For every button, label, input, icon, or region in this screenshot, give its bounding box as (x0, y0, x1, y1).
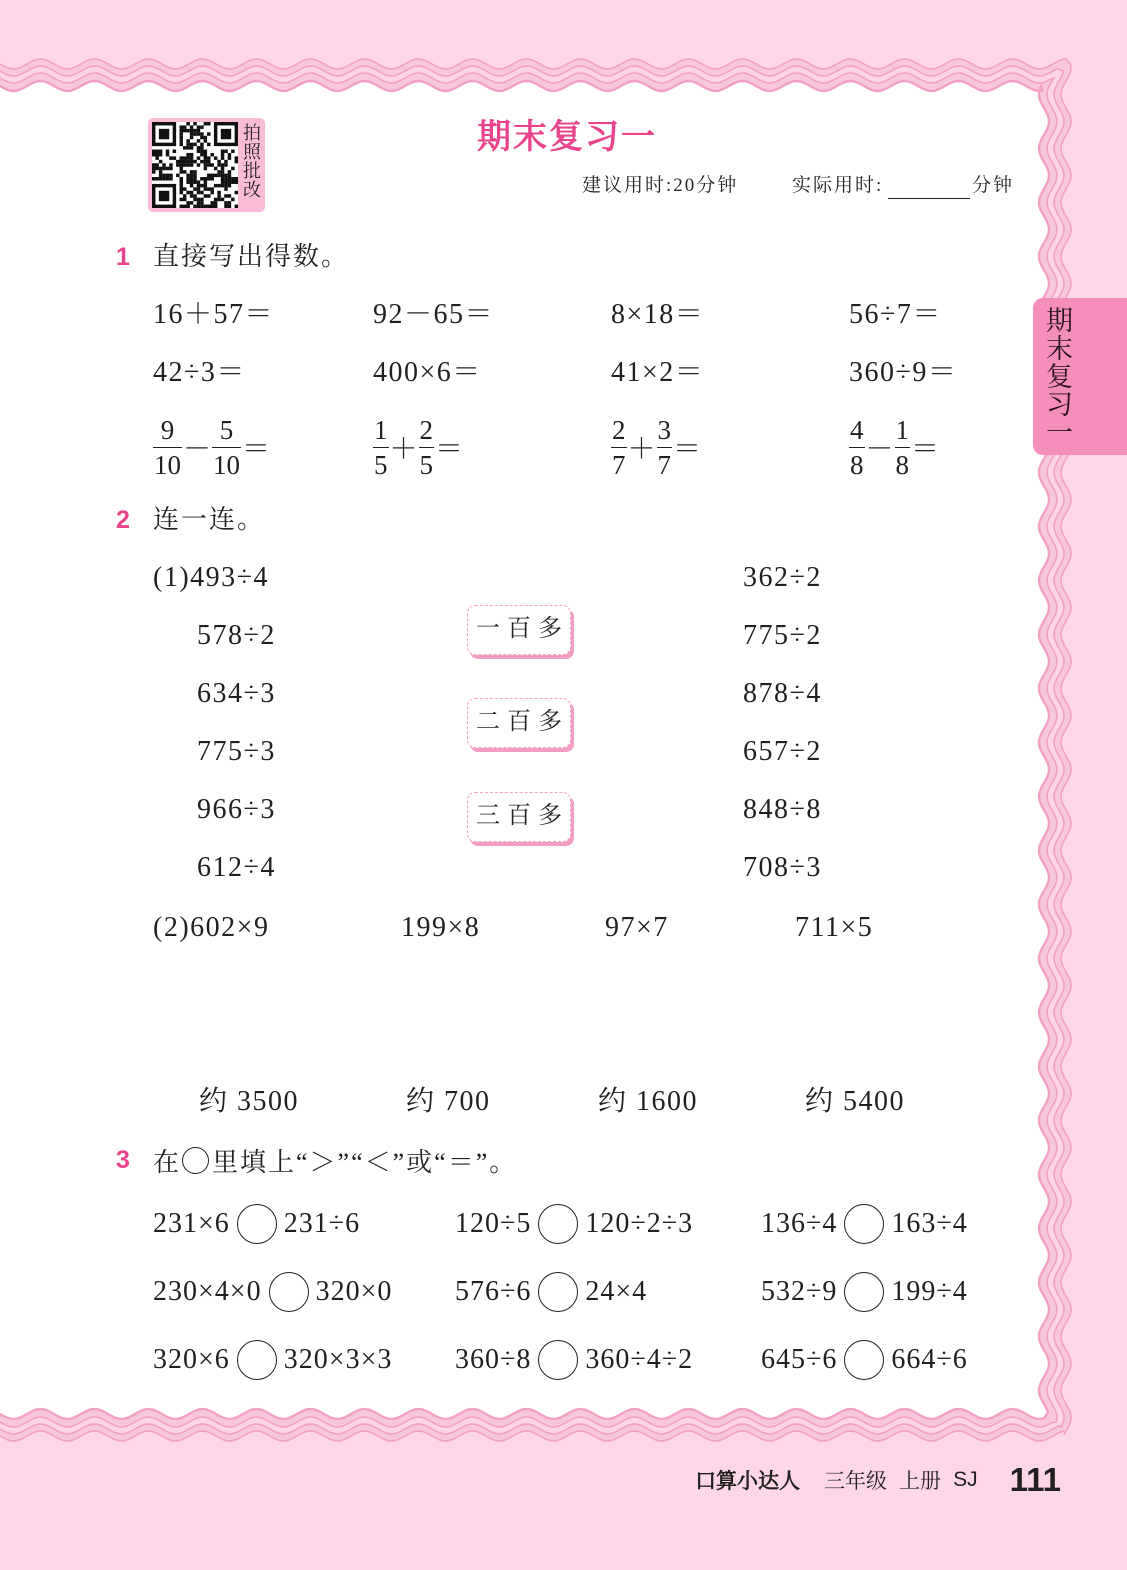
actual-time-blank[interactable] (888, 184, 970, 199)
compare-left: 320×6 (153, 1344, 230, 1375)
qr-caption: 拍照批改 (241, 123, 261, 199)
answer-circle[interactable] (237, 1204, 277, 1244)
compare-left: 136÷4 (761, 1208, 838, 1239)
section-number: 3 (116, 1146, 130, 1174)
compare-left: 576÷6 (455, 1276, 532, 1307)
match-right-expression: 848÷8 (743, 794, 822, 825)
compare-right: 360÷4÷2 (585, 1344, 694, 1375)
section-heading: 直接写出得数。 (153, 242, 350, 271)
denominator: 5 (373, 447, 389, 482)
fraction-problem (849, 411, 940, 483)
match-right-expression: 878÷4 (743, 678, 822, 709)
compare-left: 532÷9 (761, 1276, 838, 1307)
numerator: 2 (419, 414, 434, 445)
blank-circle-icon (182, 1147, 209, 1174)
compare-right: 24×4 (585, 1276, 648, 1307)
denominator: 10 (153, 447, 182, 482)
estimate-expression: 711×5 (795, 912, 874, 943)
fraction (153, 413, 182, 482)
fraction (373, 413, 389, 482)
actual-time-label: 实际用时: (792, 175, 884, 196)
fraction-problem (153, 411, 271, 483)
compare-right: 320×3×3 (283, 1344, 393, 1375)
answer-circle[interactable] (844, 1340, 884, 1380)
page-footer (695, 1458, 1061, 1502)
range-box-one-hundred: 一百多 (467, 605, 571, 655)
compare-item (761, 1338, 968, 1382)
operator: － (865, 434, 894, 465)
answer-circle[interactable] (538, 1204, 578, 1244)
suggested-time: 建议用时:20分钟 (582, 175, 739, 196)
fraction (419, 413, 435, 482)
denominator: 8 (849, 447, 865, 482)
section-number: 1 (116, 243, 130, 271)
estimate-expression: (2)602×9 (153, 912, 270, 943)
page-number: 111 (1009, 1461, 1061, 1498)
compare-right: 120÷2÷3 (585, 1208, 694, 1239)
fraction (212, 413, 241, 482)
numerator: 3 (657, 414, 672, 445)
compare-item (761, 1270, 968, 1314)
compare-left: 360÷8 (455, 1344, 532, 1375)
denominator: 8 (895, 447, 911, 482)
match-left-expression: 966÷3 (197, 794, 276, 825)
estimate-value: 约 3500 (199, 1086, 300, 1117)
compare-item (153, 1338, 392, 1382)
estimate-value: 约 5400 (805, 1086, 906, 1117)
denominator: 5 (419, 447, 435, 482)
fraction-problem (611, 411, 702, 483)
operator: － (183, 434, 212, 465)
side-tab-label: 期末复习一 (1042, 306, 1072, 446)
estimate-expression: 97×7 (605, 912, 669, 943)
compare-left: 231×6 (153, 1208, 230, 1239)
match-right-expression: 657÷2 (743, 736, 822, 767)
compare-item (153, 1202, 360, 1246)
book-grade: 三年级 (824, 1470, 888, 1493)
denominator: 10 (212, 447, 241, 482)
fraction (849, 413, 865, 482)
compare-left: 645÷6 (761, 1344, 838, 1375)
answer-circle[interactable] (538, 1340, 578, 1380)
book-series: 口算小达人 (695, 1470, 801, 1493)
numerator: 1 (374, 414, 388, 445)
estimate-expression: 199×8 (401, 912, 481, 943)
numerator: 1 (895, 414, 910, 445)
compare-item (455, 1202, 693, 1246)
qr-code-icon (152, 122, 238, 208)
answer-circle[interactable] (538, 1272, 578, 1312)
qr-code-panel (148, 118, 265, 212)
section-heading-before: 在 (153, 1147, 182, 1177)
compare-left: 230×4×0 (153, 1276, 262, 1307)
page-title: 期末复习一 (477, 118, 657, 156)
compare-left: 120÷5 (455, 1208, 532, 1239)
actual-time-unit: 分钟 (972, 175, 1015, 196)
fraction (611, 413, 627, 482)
operator: ＋ (627, 434, 656, 465)
calc-problem: 56÷7＝ (849, 299, 942, 330)
numerator: 9 (160, 414, 175, 445)
calc-problem: 360÷9＝ (849, 357, 958, 388)
range-box-two-hundred: 二百多 (467, 698, 571, 748)
fraction-problem (373, 411, 464, 483)
section-heading: 连一连。 (153, 505, 266, 534)
estimate-value: 约 1600 (598, 1086, 699, 1117)
calc-problem: 41×2＝ (611, 357, 705, 388)
compare-item (455, 1270, 647, 1314)
compare-right: 320×0 (315, 1276, 393, 1307)
compare-right: 231÷6 (283, 1208, 361, 1239)
match-left-expression: (1)493÷4 (153, 562, 270, 593)
compare-right: 199÷4 (891, 1276, 968, 1307)
match-left-expression: 578÷2 (197, 620, 276, 651)
answer-circle[interactable] (269, 1272, 309, 1312)
match-right-expression: 708÷3 (743, 852, 822, 883)
section-heading (153, 1140, 517, 1180)
equals-sign: ＝ (673, 434, 702, 465)
range-box-three-hundred: 三百多 (467, 792, 571, 842)
compare-item (761, 1202, 968, 1246)
denominator: 7 (611, 447, 627, 482)
answer-circle[interactable] (844, 1272, 884, 1312)
equals-sign: ＝ (242, 434, 271, 465)
match-left-expression: 634÷3 (197, 678, 276, 709)
equals-sign: ＝ (435, 434, 464, 465)
match-right-expression: 775÷2 (743, 620, 822, 651)
calc-problem: 400×6＝ (373, 357, 482, 388)
section-number: 2 (116, 506, 130, 534)
calc-problem: 8×18＝ (611, 299, 705, 330)
fraction (657, 413, 673, 482)
section-heading-after: 里填上“＞”“＜”或“＝”。 (212, 1147, 518, 1177)
denominator: 7 (657, 447, 673, 482)
compare-right: 664÷6 (891, 1344, 968, 1375)
calc-problem: 42÷3＝ (153, 357, 246, 388)
compare-item (153, 1270, 392, 1314)
book-volume: 上册 (899, 1470, 942, 1493)
compare-item (455, 1338, 693, 1382)
numerator: 5 (219, 414, 234, 445)
fraction (895, 413, 911, 482)
answer-circle[interactable] (844, 1204, 884, 1244)
calc-problem: 16＋57＝ (153, 299, 275, 330)
match-left-expression: 612÷4 (197, 852, 276, 883)
numerator: 2 (612, 414, 626, 445)
operator: ＋ (389, 434, 418, 465)
side-tab (1033, 298, 1127, 455)
numerator: 4 (850, 414, 864, 445)
compare-right: 163÷4 (891, 1208, 968, 1239)
estimate-value: 约 700 (406, 1086, 491, 1117)
book-edition: SJ (953, 1468, 978, 1491)
calc-problem: 92－65＝ (373, 299, 495, 330)
answer-circle[interactable] (237, 1340, 277, 1380)
equals-sign: ＝ (911, 434, 940, 465)
match-left-expression: 775÷3 (197, 736, 276, 767)
match-right-expression: 362÷2 (743, 562, 822, 593)
